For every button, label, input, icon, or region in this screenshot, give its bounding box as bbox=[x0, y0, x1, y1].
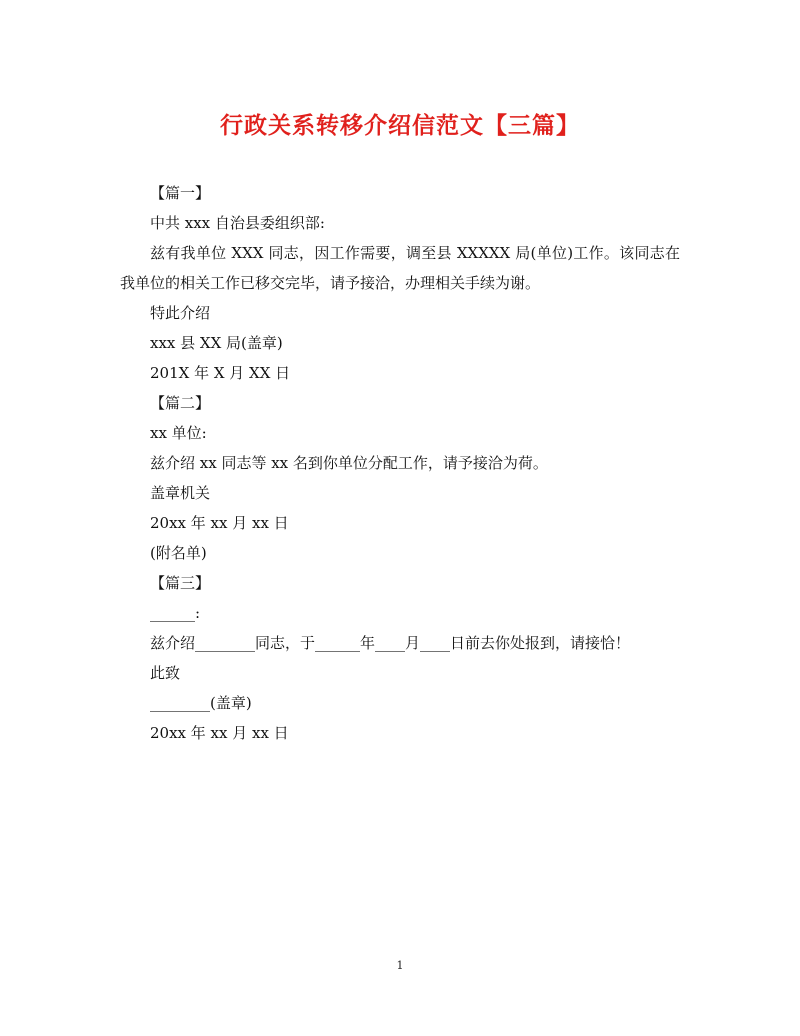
signature-1: xxx 县 XX 局(盖章) bbox=[150, 334, 283, 352]
letter-paragraph-3: 兹介绍________同志，于______年____月____日前去你处报到，请接恰！ bbox=[150, 634, 631, 652]
document-body bbox=[120, 178, 680, 748]
date-2: 20xx 年 xx 月 xx 日 bbox=[150, 514, 289, 532]
attachment-note: (附名单) bbox=[150, 544, 207, 562]
closing-3: 此致 bbox=[150, 664, 181, 682]
addressee-1: 中共 xxx 自治县委组织部: bbox=[150, 214, 325, 232]
signature-2: 盖章机关 bbox=[150, 484, 211, 502]
section-heading-2: 【篇二】 bbox=[150, 394, 211, 412]
date-1: 201X 年 X 月 XX 日 bbox=[150, 364, 291, 382]
date-3: 20xx 年 xx 月 xx 日 bbox=[150, 724, 289, 742]
addressee-2: xx 单位: bbox=[150, 424, 207, 442]
section-heading-1: 【篇一】 bbox=[150, 184, 211, 202]
addressee-3: ______: bbox=[150, 604, 201, 622]
letter-paragraph-1: 兹有我单位 XXX 同志，因工作需要，调至县 XXXXX 局(单位)工作。该同志在我单位的相关工作已移交完毕，请予接洽，办理相关手续为谢。 bbox=[120, 244, 680, 292]
document-title: 行政关系转移介绍信范文【三篇】 bbox=[220, 112, 580, 139]
letter-paragraph-2: 兹介绍 xx 同志等 xx 名到你单位分配工作，请予接洽为荷。 bbox=[150, 454, 548, 472]
page-number: 1 bbox=[396, 959, 404, 972]
section-heading-3: 【篇三】 bbox=[150, 574, 211, 592]
closing-1: 特此介绍 bbox=[150, 304, 211, 322]
signature-3: ________(盖章) bbox=[150, 694, 252, 712]
